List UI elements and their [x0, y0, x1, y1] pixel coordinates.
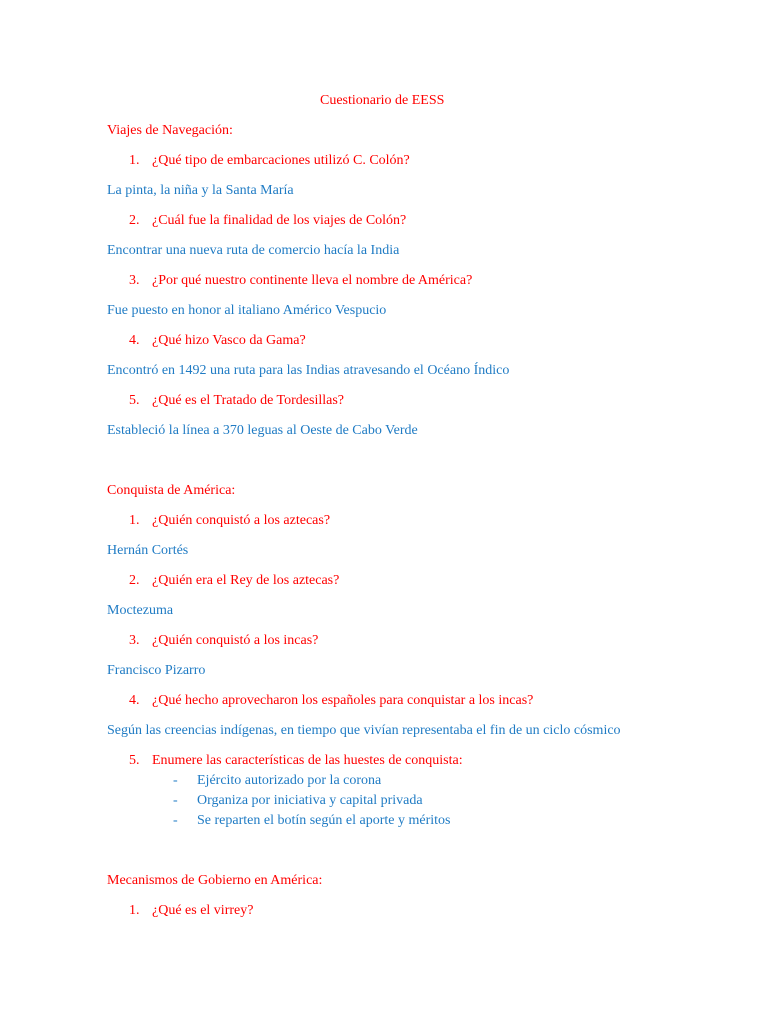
answer-text: Fue puesto en honor al italiano Américo Vespucio: [107, 303, 387, 318]
question-text: ¿Qué hecho aprovecharon los españoles para conquistar a los incas?: [152, 693, 534, 708]
answer-text: Encontró en 1492 una ruta para las Indias atravesando el Océano Índico: [107, 363, 510, 378]
bullet-marker: -: [173, 813, 178, 828]
question-number: 1.: [129, 513, 140, 528]
question-item: [129, 572, 339, 590]
question-text: ¿Qué es el virrey?: [152, 903, 254, 918]
question-text: ¿Cuál fue la finalidad de los viajes de Colón?: [152, 213, 407, 228]
answer-text: Según las creencias indígenas, en tiempo que vivían representaba el fin de un ciclo cósmico: [107, 723, 621, 738]
answer-text: Francisco Pizarro: [107, 663, 206, 678]
question-item: [129, 902, 253, 920]
question-number: 4.: [129, 693, 140, 708]
question-text: ¿Quién era el Rey de los aztecas?: [152, 573, 340, 588]
question-text: Enumere las características de las huestes de conquista:: [152, 753, 463, 768]
question-number: 1.: [129, 903, 140, 918]
section-heading: Mecanismos de Gobierno en América:: [107, 873, 323, 888]
question-item: [129, 212, 406, 230]
bullet-marker: -: [173, 793, 178, 808]
bullet-item: [173, 812, 450, 830]
question-number: 4.: [129, 333, 140, 348]
question-text: ¿Quién conquistó a los aztecas?: [152, 513, 331, 528]
bullet-marker: -: [173, 773, 178, 788]
page-title: Cuestionario de EESS: [320, 93, 445, 108]
question-number: 5.: [129, 393, 140, 408]
question-number: 2.: [129, 573, 140, 588]
question-text: ¿Quién conquistó a los incas?: [152, 633, 319, 648]
question-item: [129, 272, 472, 290]
question-item: [129, 152, 410, 170]
bullet-text: Ejército autorizado por la corona: [197, 773, 382, 788]
question-number: 2.: [129, 213, 140, 228]
section-heading: Viajes de Navegación:: [107, 123, 233, 138]
question-number: 3.: [129, 633, 140, 648]
question-number: 5.: [129, 753, 140, 768]
answer-text: Estableció la línea a 370 leguas al Oeste de Cabo Verde: [107, 423, 418, 438]
section-heading: Conquista de América:: [107, 483, 236, 498]
answer-text: Encontrar una nueva ruta de comercio hacía la India: [107, 243, 400, 258]
question-text: ¿Qué tipo de embarcaciones utilizó C. Colón?: [152, 153, 410, 168]
question-number: 3.: [129, 273, 140, 288]
question-item: [129, 632, 318, 650]
bullet-text: Se reparten el botín según el aporte y méritos: [197, 813, 451, 828]
question-item: [129, 392, 344, 410]
answer-text: Hernán Cortés: [107, 543, 189, 558]
question-number: 1.: [129, 153, 140, 168]
question-item: [129, 692, 533, 710]
answer-text: La pinta, la niña y la Santa María: [107, 183, 294, 198]
bullet-item: [173, 772, 381, 790]
bullet-item: [173, 792, 423, 810]
question-item: [129, 332, 306, 350]
question-text: ¿Qué hizo Vasco da Gama?: [152, 333, 306, 348]
answer-text: Moctezuma: [107, 603, 174, 618]
question-item: [129, 752, 463, 770]
question-text: ¿Por qué nuestro continente lleva el nombre de América?: [152, 273, 473, 288]
bullet-text: Organiza por iniciativa y capital privada: [197, 793, 423, 808]
question-text: ¿Qué es el Tratado de Tordesillas?: [152, 393, 344, 408]
question-item: [129, 512, 330, 530]
